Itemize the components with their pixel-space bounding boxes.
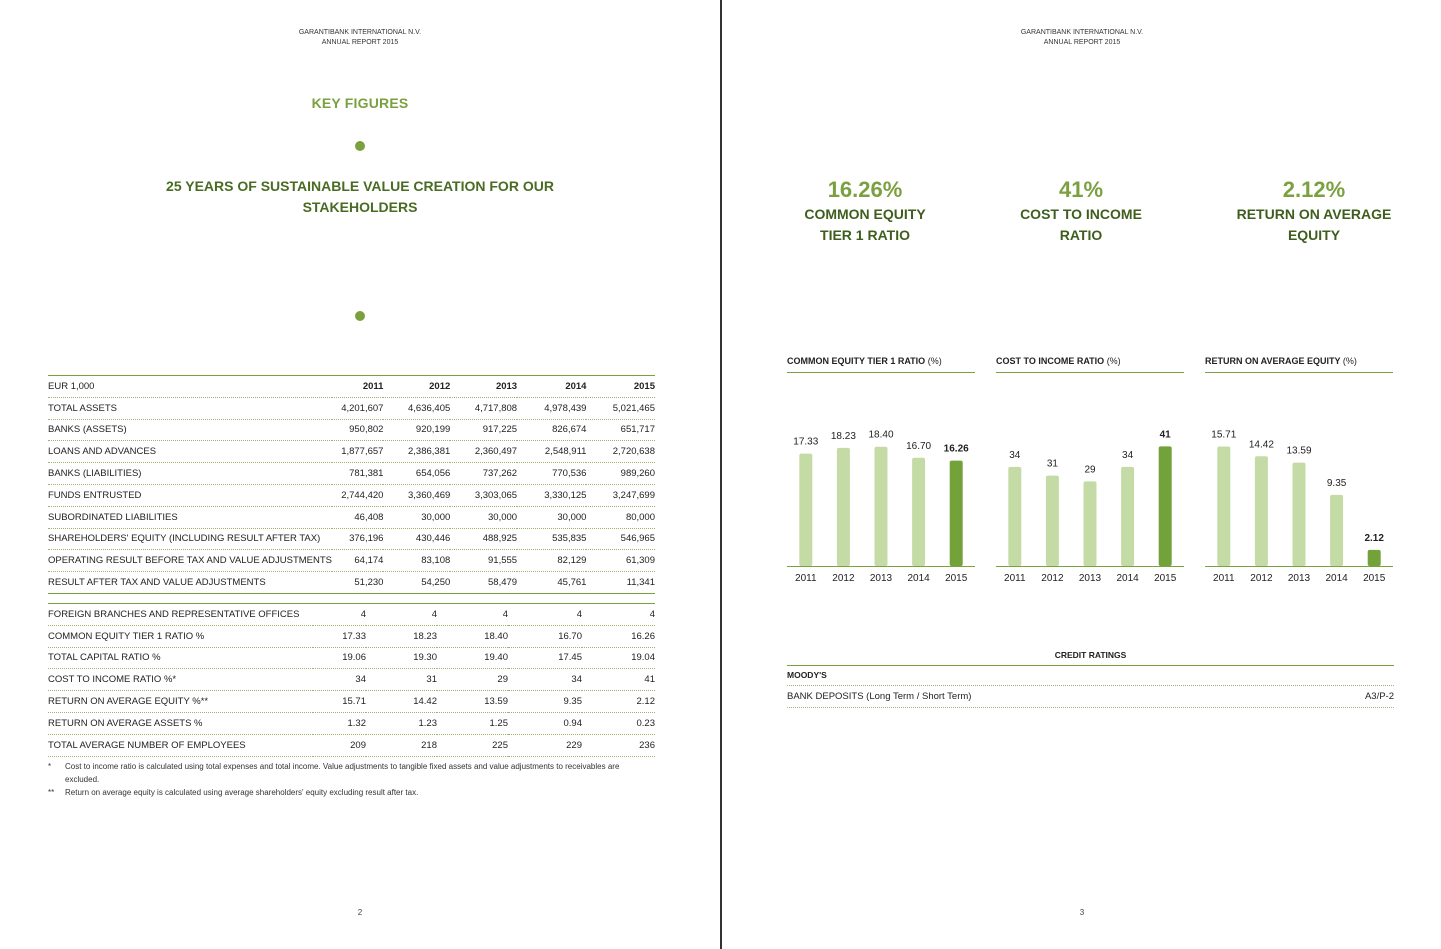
bar-2013 [1293, 463, 1306, 566]
cell-value: 1.32 [313, 712, 366, 734]
bar-2014 [1121, 467, 1134, 566]
kpi-roae [1214, 176, 1414, 246]
kpi-label: RETURN ON AVERAGE EQUITY [1236, 206, 1392, 243]
chart-cet1 [787, 356, 975, 588]
cell-value: 225 [437, 734, 508, 756]
rating-label: BANK DEPOSITS (Long Term / Short Term) [787, 691, 972, 702]
cell-value: 16.26 [582, 625, 655, 647]
rating-row [787, 686, 1394, 708]
chart-title [1205, 356, 1393, 373]
data-label: 34 [1122, 449, 1134, 461]
cell-value: 91,555 [450, 550, 517, 572]
bar-2012 [1046, 476, 1059, 566]
table-row [48, 691, 655, 713]
table-row [48, 734, 655, 756]
cell-value: 5,021,465 [586, 397, 655, 419]
cell-value: 4 [582, 604, 655, 626]
cell-value: 34 [313, 669, 366, 691]
row-label: BANKS (ASSETS) [48, 419, 332, 441]
cell-value: 654,056 [383, 463, 450, 485]
bullet-dot-icon [355, 141, 365, 151]
chart-roae [1205, 356, 1393, 588]
cell-value: 920,199 [383, 419, 450, 441]
data-label: 16.26 [943, 443, 969, 455]
cell-value: 1,877,657 [332, 441, 383, 463]
table-row [48, 669, 655, 691]
data-label: 13.59 [1286, 445, 1312, 457]
bar-2013 [1084, 481, 1097, 566]
cell-value: 737,262 [450, 463, 517, 485]
row-label: TOTAL CAPITAL RATIO % [48, 647, 313, 669]
row-label: RETURN ON AVERAGE EQUITY %** [48, 691, 313, 713]
table-row [48, 647, 655, 669]
rating-value: A3/P-2 [1364, 691, 1394, 702]
footnote-mark: ** [48, 788, 55, 797]
x-tick-label: 2011 [1213, 573, 1235, 584]
footnote [48, 786, 655, 799]
table-row [48, 528, 655, 550]
cell-value: 4,978,439 [517, 397, 586, 419]
ratios-table [48, 603, 655, 757]
cell-value: 4,717,808 [450, 397, 517, 419]
cell-value: 950,802 [332, 419, 383, 441]
cell-value: 30,000 [383, 506, 450, 528]
table-row [48, 572, 655, 594]
cet1-bar-chart [787, 373, 975, 588]
right-page [722, 0, 1441, 949]
cell-value: 2,548,911 [517, 441, 586, 463]
year-header: 2015 [586, 376, 655, 398]
cell-value: 0.94 [508, 712, 582, 734]
table-unit-label: EUR 1,000 [48, 376, 332, 398]
kpi-label: COST TO INCOME RATIO [1020, 206, 1142, 243]
x-tick-label: 2014 [907, 573, 930, 584]
x-tick-label: 2012 [832, 573, 855, 584]
cell-value: 2,386,381 [383, 441, 450, 463]
cell-value: 30,000 [517, 506, 586, 528]
footnote [48, 760, 655, 786]
cell-value: 11,341 [586, 572, 655, 594]
bar-2014 [912, 458, 925, 566]
cell-value: 4,636,405 [383, 397, 450, 419]
bar-2015 [1159, 446, 1172, 566]
table-row [48, 506, 655, 528]
cell-value: 30,000 [450, 506, 517, 528]
report-name: ANNUAL REPORT 2015 [1043, 39, 1121, 46]
data-label: 9.35 [1326, 477, 1347, 489]
cell-value: 1.25 [437, 712, 508, 734]
data-label: 2.12 [1364, 532, 1384, 544]
cell-value: 80,000 [586, 506, 655, 528]
year-header: 2012 [383, 376, 450, 398]
table-row [48, 463, 655, 485]
cell-value: 61,309 [586, 550, 655, 572]
chart-title-text: RETURN ON AVERAGE EQUITY [1205, 356, 1341, 366]
x-tick-label: 2011 [795, 573, 817, 584]
cell-value: 14.42 [366, 691, 437, 713]
cell-value: 19.06 [313, 647, 366, 669]
row-label: OPERATING RESULT BEFORE TAX AND VALUE ADJUSTMENTS [48, 550, 332, 572]
chart-title [996, 356, 1184, 373]
kpi-label: COMMON EQUITY TIER 1 RATIO [804, 206, 926, 243]
cell-value: 3,330,125 [517, 484, 586, 506]
row-label: FUNDS ENTRUSTED [48, 484, 332, 506]
x-tick-label: 2015 [945, 573, 968, 584]
kpi-value: 2.12% [1282, 177, 1346, 202]
rating-agency: MOODY'S [787, 666, 1394, 686]
table-row [48, 712, 655, 734]
cell-value: 83,108 [383, 550, 450, 572]
x-tick-label: 2013 [869, 573, 893, 584]
cell-value: 535,835 [517, 528, 586, 550]
footnotes [48, 760, 655, 799]
cell-value: 34 [508, 669, 582, 691]
chart-cost-income [996, 356, 1184, 588]
cell-value: 218 [366, 734, 437, 756]
key-figures-body [48, 397, 655, 593]
x-tick-label: 2014 [1116, 573, 1139, 584]
data-label: 31 [1046, 458, 1058, 470]
bullet-dot-icon [355, 311, 365, 321]
bar-2011 [1217, 446, 1230, 566]
year-header: 2014 [517, 376, 586, 398]
chart-title [787, 356, 975, 373]
bar-2012 [1255, 456, 1268, 566]
company-name: GARANTIBANK INTERNATIONAL N.V. [1020, 29, 1144, 36]
cell-value: 9.35 [508, 691, 582, 713]
data-label: 18.23 [830, 430, 856, 442]
cell-value: 2,360,497 [450, 441, 517, 463]
company-name: GARANTIBANK INTERNATIONAL N.V. [298, 29, 422, 36]
cell-value: 4 [313, 604, 366, 626]
x-tick-label: 2015 [1154, 573, 1177, 584]
footnote-text: Cost to income ratio is calculated using total expenses and total income. Value adjustments to tangible fixed assets and value adjustments to receivables are excluded. [65, 762, 620, 784]
chart-title-text: COST TO INCOME RATIO [996, 356, 1105, 366]
row-label: RETURN ON AVERAGE ASSETS % [48, 712, 313, 734]
cell-value: 488,925 [450, 528, 517, 550]
section-title: KEY FIGURES [311, 95, 409, 111]
running-head [982, 28, 1182, 48]
cell-value: 2,744,420 [332, 484, 383, 506]
credit-ratings [787, 650, 1394, 708]
data-label: 15.71 [1211, 429, 1237, 441]
x-tick-label: 2011 [1004, 573, 1026, 584]
cell-value: 3,247,699 [586, 484, 655, 506]
data-label: 34 [1009, 449, 1021, 461]
data-label: 41 [1159, 429, 1171, 441]
cell-value: 2,720,638 [586, 441, 655, 463]
cell-value: 1.23 [366, 712, 437, 734]
cell-value: 31 [366, 669, 437, 691]
credit-ratings-title: CREDIT RATINGS [787, 650, 1394, 666]
bar-2011 [799, 454, 812, 566]
cell-value: 4,201,607 [332, 397, 383, 419]
page-number: 2 [357, 908, 363, 917]
table-row [48, 419, 655, 441]
cell-value: 236 [582, 734, 655, 756]
table-row [48, 550, 655, 572]
roae-bar-chart [1205, 373, 1393, 588]
cell-value: 29 [437, 669, 508, 691]
bar-2014 [1330, 495, 1343, 566]
section-subtitle: 25 YEARS OF SUSTAINABLE VALUE CREATION FOR OUR STAKEHOLDERS [166, 178, 554, 215]
cost-income-bar-chart [996, 373, 1184, 588]
running-head [260, 28, 460, 48]
page-number: 3 [1079, 908, 1085, 917]
x-tick-label: 2012 [1250, 573, 1273, 584]
cell-value: 651,717 [586, 419, 655, 441]
kpi-cet1 [765, 176, 965, 246]
cell-value: 18.23 [366, 625, 437, 647]
cell-value: 82,129 [517, 550, 586, 572]
cell-value: 376,196 [332, 528, 383, 550]
cell-value: 989,260 [586, 463, 655, 485]
row-label: COMMON EQUITY TIER 1 RATIO % [48, 625, 313, 647]
row-label: TOTAL AVERAGE NUMBER OF EMPLOYEES [48, 734, 313, 756]
cell-value: 45,761 [517, 572, 586, 594]
row-label: LOANS AND ADVANCES [48, 441, 332, 463]
cell-value: 18.40 [437, 625, 508, 647]
cell-value: 917,225 [450, 419, 517, 441]
table-row [48, 397, 655, 419]
x-tick-label: 2015 [1363, 573, 1386, 584]
bar-2015 [1368, 550, 1381, 566]
table-row [48, 484, 655, 506]
cell-value: 15.71 [313, 691, 366, 713]
cell-value: 19.04 [582, 647, 655, 669]
cell-value: 46,408 [332, 506, 383, 528]
cell-value: 3,360,469 [383, 484, 450, 506]
ratios-body [48, 604, 655, 757]
row-label: BANKS (LIABILITIES) [48, 463, 332, 485]
cell-value: 13.59 [437, 691, 508, 713]
data-label: 14.42 [1248, 439, 1274, 451]
kpi-value: 16.26% [827, 177, 903, 202]
year-header: 2013 [450, 376, 517, 398]
kpi-value: 41% [1058, 177, 1104, 202]
cell-value: 3,303,065 [450, 484, 517, 506]
x-tick-label: 2013 [1287, 573, 1311, 584]
cell-value: 430,446 [383, 528, 450, 550]
cell-value: 54,250 [383, 572, 450, 594]
cell-value: 51,230 [332, 572, 383, 594]
report-name: ANNUAL REPORT 2015 [321, 39, 399, 46]
bar-2015 [950, 461, 963, 566]
cell-value: 16.70 [508, 625, 582, 647]
cell-value: 209 [313, 734, 366, 756]
chart-title-unit: (%) [1342, 356, 1357, 366]
bar-2013 [875, 447, 888, 566]
year-header: 2011 [332, 376, 383, 398]
cell-value: 4 [437, 604, 508, 626]
cell-value: 17.45 [508, 647, 582, 669]
chart-title-unit: (%) [927, 356, 942, 366]
row-label: RESULT AFTER TAX AND VALUE ADJUSTMENTS [48, 572, 332, 594]
footnote-mark: * [48, 762, 52, 771]
cell-value: 64,174 [332, 550, 383, 572]
row-label: FOREIGN BRANCHES AND REPRESENTATIVE OFFICES [48, 604, 313, 626]
cell-value: 781,381 [332, 463, 383, 485]
cell-value: 58,479 [450, 572, 517, 594]
table-row [48, 441, 655, 463]
bar-2011 [1008, 467, 1021, 566]
cell-value: 2.12 [582, 691, 655, 713]
cell-value: 19.30 [366, 647, 437, 669]
x-tick-label: 2012 [1041, 573, 1064, 584]
table-row [48, 625, 655, 647]
cell-value: 229 [508, 734, 582, 756]
cell-value: 0.23 [582, 712, 655, 734]
row-label: SUBORDINATED LIABILITIES [48, 506, 332, 528]
cell-value: 770,536 [517, 463, 586, 485]
table-header-row [48, 376, 655, 398]
cell-value: 17.33 [313, 625, 366, 647]
cell-value: 4 [366, 604, 437, 626]
key-figures-table [48, 375, 655, 594]
chart-title-unit: (%) [1106, 356, 1121, 366]
data-label: 29 [1084, 464, 1096, 476]
row-label: SHAREHOLDERS' EQUITY (INCLUDING RESULT AFTER TAX) [48, 528, 332, 550]
x-tick-label: 2014 [1325, 573, 1348, 584]
data-label: 17.33 [793, 436, 819, 448]
table-row [48, 604, 655, 626]
chart-title-text: COMMON EQUITY TIER 1 RATIO [787, 356, 926, 366]
data-label: 18.40 [868, 429, 894, 441]
cell-value: 4 [508, 604, 582, 626]
bar-2012 [837, 448, 850, 566]
cell-value: 826,674 [517, 419, 586, 441]
footnote-text: Return on average equity is calculated using average shareholders' equity excluding result after tax. [65, 788, 419, 797]
kpi-cost-income [981, 176, 1181, 246]
cell-value: 546,965 [586, 528, 655, 550]
cell-value: 41 [582, 669, 655, 691]
left-page [0, 0, 720, 949]
cell-value: 19.40 [437, 647, 508, 669]
row-label: COST TO INCOME RATIO %* [48, 669, 313, 691]
data-label: 16.70 [906, 440, 932, 452]
row-label: TOTAL ASSETS [48, 397, 332, 419]
x-tick-label: 2013 [1078, 573, 1102, 584]
